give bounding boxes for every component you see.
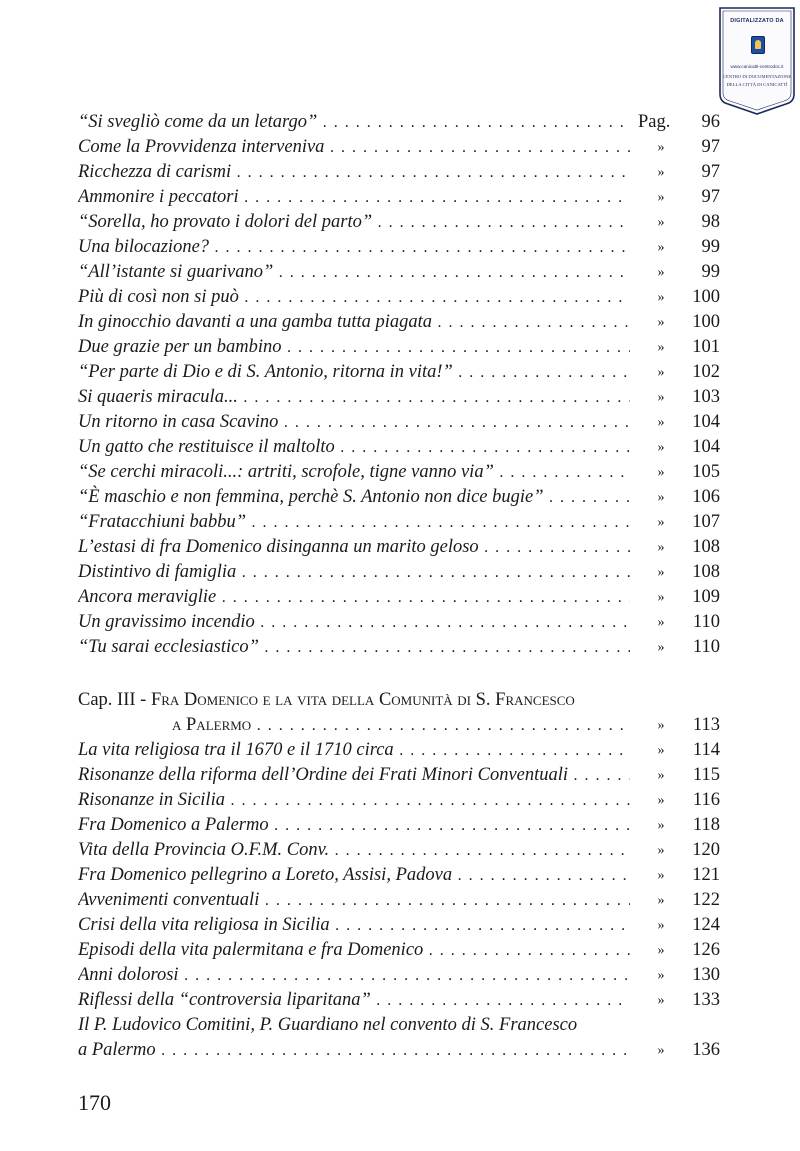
toc-entry [78, 260, 720, 285]
toc-entry [78, 963, 720, 988]
page-ref: 126 [692, 940, 720, 960]
toc-entry [78, 535, 720, 560]
toc-entry [78, 135, 720, 160]
toc-entry [78, 385, 720, 410]
ditto-mark: » [657, 340, 665, 355]
ditto-mark: » [657, 390, 665, 405]
toc-entry [78, 210, 720, 235]
toc-entry [78, 510, 720, 535]
page-ref: 100 [692, 312, 720, 332]
ditto-mark: » [657, 918, 665, 933]
toc-entry-title: “Tu sarai ecclesiastico” . . . [78, 635, 630, 660]
toc-entry [78, 485, 720, 510]
page-ref: 114 [692, 740, 720, 760]
toc-entry-title: Più di così non si può . . . [78, 285, 630, 310]
digitization-badge [718, 6, 796, 116]
toc-section-first [78, 110, 720, 660]
page-ref: 97 [701, 137, 720, 157]
toc-entry-title: Riflessi della “controversia liparitana” . . . [78, 988, 630, 1013]
toc-entry-title: Distintivo di famiglia . . . [78, 560, 630, 585]
toc-entry-title: Un ritorno in casa Scavino . . . [78, 410, 630, 435]
toc-entry-title: Una bilocazione? . . . [78, 235, 630, 260]
toc-entry-title: Si quaeris miracula... . . . [78, 385, 630, 410]
page-ref: 108 [692, 562, 720, 582]
toc-entry-title: Fra Domenico a Palermo . . . [78, 813, 630, 838]
ditto-mark: » [657, 868, 665, 883]
page-ref: 97 [701, 187, 720, 207]
badge-line-2: DELLA CITTÀ DI CANICATTÌ [726, 82, 788, 87]
toc-entry-title-continued: a Palermo . . . [78, 1038, 630, 1063]
page-ref: 108 [692, 537, 720, 557]
badge-line-1: CENTRO DI DOCUMENTAZIONE [722, 74, 792, 79]
toc-entry [78, 160, 720, 185]
page-label: Pag. [638, 112, 671, 132]
toc-entry [78, 988, 720, 1013]
toc-entry [78, 788, 720, 813]
ditto-mark: » [657, 893, 665, 908]
toc-entry [78, 585, 720, 610]
toc-entry [78, 838, 720, 863]
toc-entry-title: Anni dolorosi . . . [78, 963, 630, 988]
toc-entry [78, 310, 720, 335]
toc-entry [78, 813, 720, 838]
page-ref: 100 [692, 287, 720, 307]
toc-entry-title: Episodi della vita palermitana e fra Domenico . . . [78, 938, 630, 963]
ditto-mark: » [657, 440, 665, 455]
ditto-mark: » [657, 290, 665, 305]
chapter-continuation: a Palermo . . . [172, 713, 630, 738]
toc-entry [78, 738, 720, 763]
page-ref: 102 [692, 362, 720, 382]
ditto-mark: » [657, 743, 665, 758]
ditto-mark: » [657, 415, 665, 430]
toc-entry-title: Ammonire i peccatori . . . [78, 185, 630, 210]
page-ref: 106 [692, 487, 720, 507]
toc-entry-title: Risonanze della riforma dell’Ordine dei Frati Minori Conventuali . . . [78, 763, 630, 788]
page-ref: 113 [692, 715, 720, 735]
toc-entry-title: Due grazie per un bambino . . . [78, 335, 630, 360]
page-ref: 133 [692, 990, 720, 1010]
page-ref: 124 [692, 915, 720, 935]
toc-entry-last-line2 [78, 1038, 720, 1063]
toc-entry [78, 110, 720, 135]
page-ref: 122 [692, 890, 720, 910]
page-ref: 105 [692, 462, 720, 482]
ditto-mark: » [657, 818, 665, 833]
toc-entry [78, 410, 720, 435]
page-ref: 130 [692, 965, 720, 985]
toc-entry-title: “Per parte di Dio e di S. Antonio, ritorna in vita!” . . . [78, 360, 630, 385]
page-ref: 109 [692, 587, 720, 607]
toc-entry-title: Un gatto che restituisce il maltolto . . . [78, 435, 630, 460]
toc-entry [78, 460, 720, 485]
ditto-mark: » [657, 240, 665, 255]
ditto-mark: » [657, 1043, 665, 1058]
page-ref: 96 [701, 112, 720, 132]
ditto-mark: » [657, 843, 665, 858]
section-gap [78, 660, 720, 688]
toc-entry-title: “All’istante si guarivano” . . . [78, 260, 630, 285]
page-ref: 107 [692, 512, 720, 532]
page-ref: 99 [701, 262, 720, 282]
toc-entry [78, 235, 720, 260]
ditto-mark: » [657, 165, 665, 180]
toc-entry-title: “Fratacchiuni babbu” . . . [78, 510, 630, 535]
toc-entry-title: In ginocchio davanti a una gamba tutta piagata . . . [78, 310, 630, 335]
ditto-mark: » [657, 993, 665, 1008]
toc-entry-title: Ricchezza di carismi . . . [78, 160, 630, 185]
ditto-mark: » [657, 365, 665, 380]
ditto-mark: » [657, 140, 665, 155]
chapter-heading-row [78, 688, 720, 713]
page-ref: 99 [701, 237, 720, 257]
page-ref: 120 [692, 840, 720, 860]
toc-entry [78, 913, 720, 938]
toc-entry-title: Come la Provvidenza interveniva . . . [78, 135, 630, 160]
ditto-mark: » [657, 540, 665, 555]
ditto-mark: » [657, 590, 665, 605]
page-ref: 115 [692, 765, 720, 785]
page-ref: 110 [692, 637, 720, 657]
page-ref: 121 [692, 865, 720, 885]
chapter-heading: Cap. III - Fra Domenico e la vita della Comunità di S. Francesco [78, 690, 575, 710]
toc-entry [78, 888, 720, 913]
page-number: 170 [78, 1090, 111, 1115]
toc-entry-title: Il P. Ludovico Comitini, P. Guardiano nel convento di S. Francesco [78, 1015, 578, 1035]
toc-entry [78, 938, 720, 963]
ditto-mark: » [657, 190, 665, 205]
toc-entry-title: L’estasi di fra Domenico disinganna un marito geloso . . . [78, 535, 630, 560]
toc-entry [78, 435, 720, 460]
toc-entry [78, 763, 720, 788]
ditto-mark: » [657, 943, 665, 958]
ditto-mark: » [657, 640, 665, 655]
toc-entry [78, 285, 720, 310]
toc-entry-title: Un gravissimo incendio . . . [78, 610, 630, 635]
toc-entry [78, 560, 720, 585]
toc-entry [78, 635, 720, 660]
toc-entry [78, 360, 720, 385]
ditto-mark: » [657, 968, 665, 983]
toc-entry-title: Avvenimenti conventuali . . . [78, 888, 630, 913]
ditto-mark: » [657, 718, 665, 733]
ditto-mark: » [657, 265, 665, 280]
toc-entry [78, 335, 720, 360]
chapter-continuation-row [78, 713, 720, 738]
toc-entry-title: Fra Domenico pellegrino a Loreto, Assisi, Padova . . . [78, 863, 630, 888]
ditto-mark: » [657, 565, 665, 580]
page-ref: 101 [692, 337, 720, 357]
page-ref: 103 [692, 387, 720, 407]
ditto-mark: » [657, 768, 665, 783]
ditto-mark: » [657, 793, 665, 808]
toc-entry-title: “Si svegliò come da un letargo” . . . [78, 110, 630, 135]
page-ref: 104 [692, 437, 720, 457]
toc-entry-title: La vita religiosa tra il 1670 e il 1710 circa . . . [78, 738, 630, 763]
page-ref: 116 [692, 790, 720, 810]
badge-title: DIGITALIZZATO DA [730, 18, 784, 24]
toc-entry-title: Vita della Provincia O.F.M. Conv. . . . [78, 838, 630, 863]
ditto-mark: » [657, 615, 665, 630]
toc-section-second [78, 738, 720, 1013]
toc-entry-title: Risonanze in Sicilia . . . [78, 788, 630, 813]
page-ref: 97 [701, 162, 720, 182]
ditto-mark: » [657, 515, 665, 530]
table-of-contents [78, 110, 720, 1063]
badge-emblem-icon [751, 36, 765, 54]
toc-entry [78, 185, 720, 210]
page-ref: 98 [701, 212, 720, 232]
ditto-mark: » [657, 315, 665, 330]
toc-entry [78, 610, 720, 635]
toc-entry-title: Crisi della vita religiosa in Sicilia . . . [78, 913, 630, 938]
toc-entry-last-line1 [78, 1013, 720, 1038]
page-ref: 118 [692, 815, 720, 835]
ditto-mark: » [657, 465, 665, 480]
toc-entry-title: “È maschio e non femmina, perchè S. Antonio non dice bugie” . . . [78, 485, 630, 510]
ditto-mark: » [657, 215, 665, 230]
toc-entry-title: “Se cerchi miracoli...: artriti, scrofole, tigne vanno via” . . . [78, 460, 630, 485]
toc-entry-title: Ancora meraviglie . . . [78, 585, 630, 610]
ditto-mark: » [657, 490, 665, 505]
page-ref: 104 [692, 412, 720, 432]
page-ref: 110 [692, 612, 720, 632]
toc-entry [78, 863, 720, 888]
badge-url: www.canicatti-centrodoc.it [730, 64, 784, 69]
toc-entry-title: “Sorella, ho provato i dolori del parto” . . . [78, 210, 630, 235]
page-ref: 136 [692, 1040, 720, 1060]
